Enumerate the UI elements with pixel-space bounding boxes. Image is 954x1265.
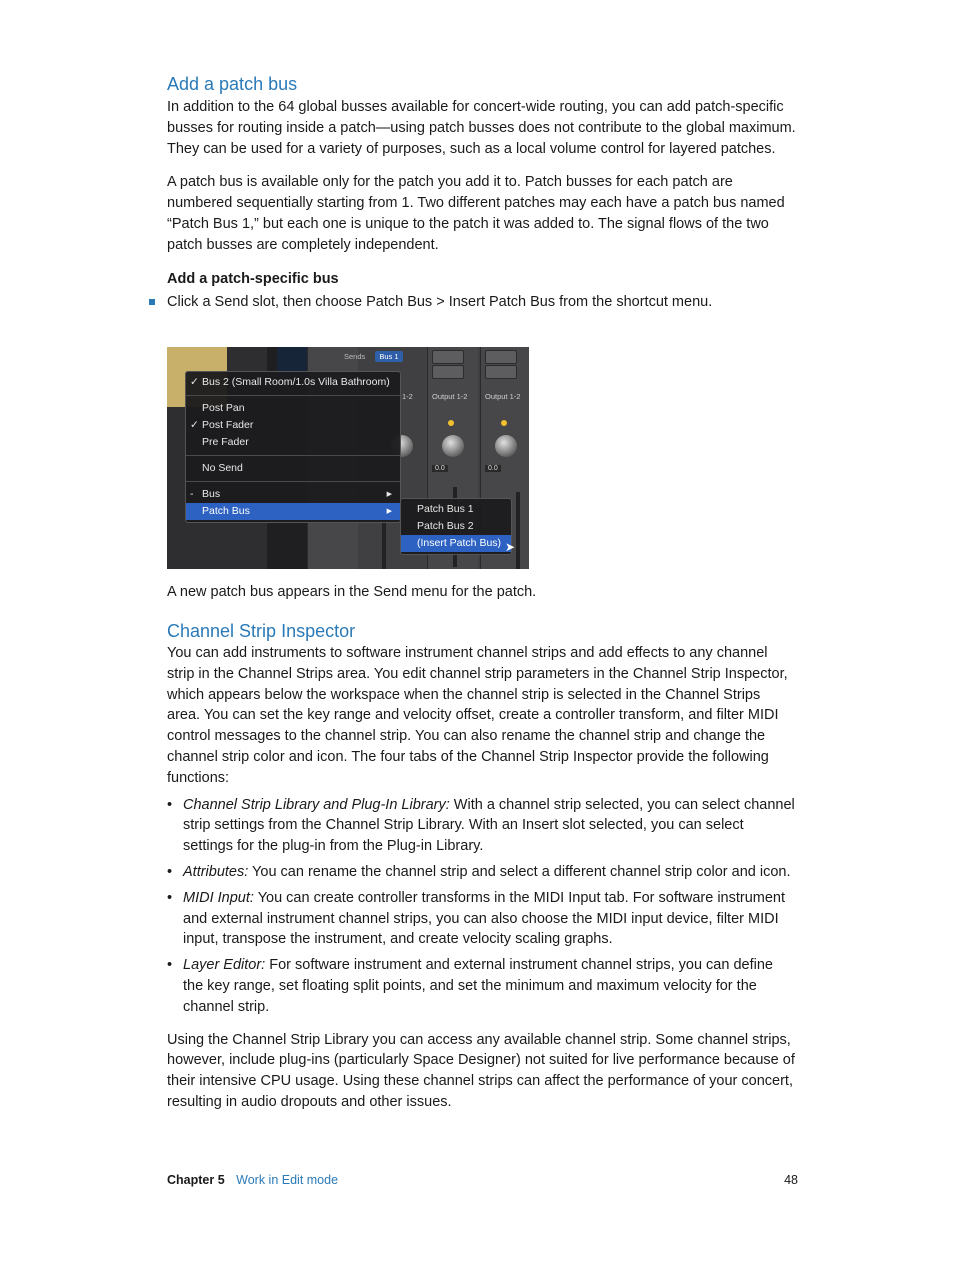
insert-slot[interactable] (432, 350, 464, 364)
volume-fader[interactable] (516, 492, 520, 569)
list-text: For software instrument and external instrument channel strips, you can define the key range, set floating split points, and set the minimum and maximum velocity for the channel strip. (183, 957, 773, 1015)
list-item (167, 888, 797, 950)
chapter-number: Chapter 5 (167, 1173, 225, 1187)
submenu-item-patch-bus-1[interactable] (401, 501, 511, 518)
list-term: MIDI Input: (183, 889, 254, 906)
menu-item-label: Bus 2 (Small Room/1.0s Villa Bathroom) (202, 376, 390, 388)
volume-value: 0.0 (485, 465, 501, 472)
pan-knob[interactable] (495, 435, 517, 457)
chapter-title-link[interactable]: Work in Edit mode (236, 1173, 339, 1187)
list-term: Layer Editor: (183, 957, 266, 974)
mouse-pointer-icon: ➤ (505, 540, 516, 554)
section-heading: Channel Strip Inspector (167, 621, 356, 641)
insert-slot[interactable] (485, 365, 517, 379)
menu-item-label: Post Fader (202, 419, 254, 431)
check-icon: ✓ (190, 419, 199, 431)
page-number: 48 (784, 1173, 798, 1187)
volume-value: 0.0 (432, 465, 448, 472)
sends-label: Sends (344, 352, 366, 361)
menu-separator (186, 455, 400, 456)
paragraph: Using the Channel Strip Library you can access any available channel strip. Some channel strips, however, include plug-ins (particularly Space Designer) not suited for live performance because of their intensive CPU usage. Using these channel strips can affect the performance of your concert, resulting in audio dropouts and other issues. (167, 1031, 795, 1110)
section-channel-strip-inspector (167, 620, 797, 1113)
menu-item-label: No Send (202, 462, 243, 474)
bullet-icon: • (167, 957, 173, 974)
menu-item-post-pan[interactable] (186, 400, 400, 417)
output-label: 1-2 (402, 392, 413, 401)
submenu-arrow-icon: ▶ (386, 508, 392, 515)
led-indicator (501, 420, 507, 426)
result-text-block (167, 582, 797, 603)
list-item (167, 955, 797, 1017)
check-icon: ✓ (190, 376, 199, 388)
send-slot-button[interactable]: Bus 1 (375, 351, 403, 362)
submenu-item-patch-bus-2[interactable] (401, 518, 511, 535)
section-add-patch-bus (167, 73, 797, 312)
list-item (167, 795, 797, 857)
submenu-item-insert-patch-bus[interactable] (401, 535, 511, 552)
output-label: Output 1-2 (485, 392, 521, 401)
menu-item-label: Pre Fader (202, 436, 249, 448)
list-term: Attributes: (183, 863, 249, 880)
menu-item-label: Patch Bus (202, 505, 250, 517)
section-heading: Add a patch bus (167, 74, 298, 94)
menu-item-label: Post Pan (202, 402, 245, 414)
task-title: Add a patch-specific bus (167, 270, 339, 287)
step-text: Click a Send slot, then choose Patch Bus > Insert Patch Bus from the shortcut menu. (167, 293, 713, 310)
output-label: Output 1-2 (432, 392, 468, 401)
list-text: You can rename the channel strip and select a different channel strip color and icon. (248, 863, 791, 880)
menu-item-label: (Insert Patch Bus) (417, 537, 502, 549)
paragraph: A patch bus is available only for the patch you add it to. Patch busses for each patch are numbered sequentially starting from 1. Two different patches may each have a patch bus named “Patch Bus 1,” but each one is unique to the patch it was added to. The signal flows of the two patch busses are completely independent. (167, 174, 785, 253)
menu-item-label: Patch Bus 2 (417, 520, 474, 532)
list-text: With a channel strip selected, you can select channel strip settings from the Channel Strip Library. With an Insert slot selected, you can select settings for the plug-in from the Plug-in Library. (183, 796, 795, 855)
footer-chapter (167, 1173, 338, 1187)
insert-slot[interactable] (432, 365, 464, 379)
paragraph: In addition to the 64 global busses available for concert-wide routing, you can add patch-specific busses for routing inside a patch—using patch busses does not contribute to the global maximum. They can be used for a variety of purposes, such as a local volume control for layered patches. (167, 99, 796, 157)
square-bullet-icon (149, 299, 155, 305)
send-shortcut-menu (185, 371, 401, 523)
inspector-tabs-list (167, 795, 797, 1018)
paragraph: You can add instruments to software instrument channel strips and add effects to any channel strip in the Channel Strips area. You edit channel strip parameters in the Channel Strip Inspector, which appears below the workspace when the channel strip is selected in the Channel Strips area. You can set the key range and velocity offset, create a controller transform, and filter MIDI control messages to the channel strip. You can also rename the channel strip and change the channel strip color and icon. The four tabs of the Channel Strip Inspector provide the following functions: (167, 645, 788, 786)
submenu-arrow-icon: ▶ (386, 491, 392, 498)
insert-slot[interactable] (485, 350, 517, 364)
menu-item-label: Bus (202, 488, 221, 500)
menu-item-pre-fader[interactable] (186, 434, 400, 451)
menu-separator (186, 395, 400, 396)
menu-item-label: Patch Bus 1 (417, 503, 474, 515)
list-term: Channel Strip Library and Plug-In Library: (183, 796, 450, 813)
bullet-icon: • (167, 796, 173, 813)
patch-bus-submenu (400, 498, 512, 555)
bullet-icon: • (167, 889, 173, 906)
menu-item-post-fader[interactable] (186, 417, 400, 434)
step-item (167, 292, 797, 313)
menu-item-bus-2[interactable] (186, 374, 400, 391)
menu-separator (186, 481, 400, 482)
led-indicator (448, 420, 454, 426)
dash-icon: - (190, 488, 194, 500)
list-text: You can create controller transforms in the MIDI Input tab. For software instrument and external instrument channel strips, you can also choose the MIDI input device, filter MIDI input, transpose the instrument, and create velocity scaling graphs. (183, 889, 786, 948)
pan-knob[interactable] (442, 435, 464, 457)
result-text: A new patch bus appears in the Send menu for the patch. (167, 584, 537, 600)
menu-item-patch-bus[interactable] (186, 503, 400, 520)
menu-item-no-send[interactable] (186, 460, 400, 477)
send-menu-screenshot (167, 347, 529, 569)
list-item (167, 862, 797, 883)
bullet-icon: • (167, 863, 173, 880)
menu-item-bus[interactable] (186, 486, 400, 503)
